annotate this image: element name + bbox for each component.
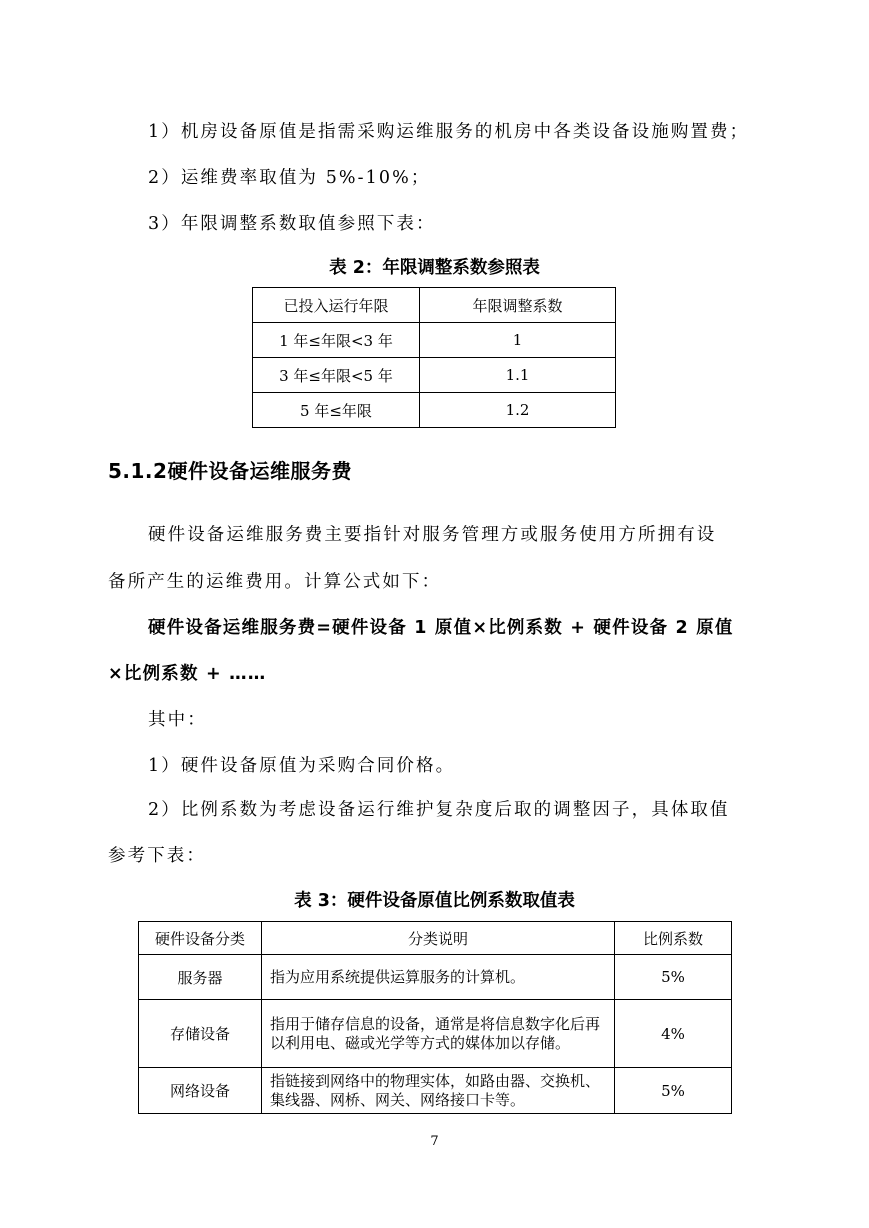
table-cell: 指链接到网络中的物理实体，如路由器、交换机、集线器、网桥、网关、网络接口卡等。 <box>262 1068 615 1114</box>
table-row <box>139 1000 732 1068</box>
section-intro-line2: 备所产生的运维费用。计算公式如下： <box>108 572 442 592</box>
table-cell: 1.2 <box>420 393 616 428</box>
table-cell: 5 年≤年限 <box>253 393 420 428</box>
table-header-row <box>253 288 616 323</box>
section-intro-line1: 硬件设备运维服务费主要指针对服务管理方或服务使用方所拥有设 <box>148 525 717 545</box>
table-row <box>253 358 616 393</box>
table-cell: 存储设备 <box>139 1000 262 1068</box>
table-row <box>253 323 616 358</box>
table-header-cell: 已投入运行年限 <box>253 288 420 323</box>
table-header-cell: 年限调整系数 <box>420 288 616 323</box>
note-coefficient-line1: 2）比例系数为考虑设备运行维护复杂度后取的调整因子，具体取值 <box>148 800 730 820</box>
paragraph-rate: 2）运维费率取值为 5%-10%； <box>148 168 431 188</box>
table-header-cell: 硬件设备分类 <box>139 922 262 955</box>
table-cell: 指为应用系统提供运算服务的计算机。 <box>262 955 615 1000</box>
table-cell: 1.1 <box>420 358 616 393</box>
formula-line2: ×比例系数 + …… <box>108 664 267 684</box>
table-cell: 服务器 <box>139 955 262 1000</box>
table-row <box>139 1068 732 1114</box>
formula-line1: 硬件设备运维服务费=硬件设备 1 原值×比例系数 + 硬件设备 2 原值 <box>148 618 734 638</box>
table-cell: 3 年≤年限<5 年 <box>253 358 420 393</box>
year-adjustment-table <box>252 287 616 428</box>
table2-caption: 表 2：年限调整系数参照表 <box>329 258 540 278</box>
note-original-value: 1）硬件设备原值为采购合同价格。 <box>148 756 456 776</box>
table-cell: 4% <box>615 1000 732 1068</box>
table-cell: 1 年≤年限<3 年 <box>253 323 420 358</box>
table-cell: 指用于储存信息的设备，通常是将信息数字化后再以利用电、磁或光学等方式的媒体加以存储。 <box>262 1000 615 1068</box>
table-header-cell: 分类说明 <box>262 922 615 955</box>
paragraph-equipment-value: 1）机房设备原值是指需采购运维服务的机房中各类设备设施购置费； <box>148 122 750 142</box>
table-cell: 5% <box>615 1068 732 1114</box>
paragraph-year-coefficient: 3）年限调整系数取值参照下表： <box>148 214 436 234</box>
table3-caption: 表 3：硬件设备原值比例系数取值表 <box>294 891 575 911</box>
page-number: 7 <box>430 1134 439 1149</box>
table-cell: 5% <box>615 955 732 1000</box>
hardware-coefficient-table <box>138 921 732 1114</box>
table-cell: 网络设备 <box>139 1068 262 1114</box>
note-coefficient-line2: 参考下表： <box>108 846 206 866</box>
table-header-row <box>139 922 732 955</box>
table-header-cell: 比例系数 <box>615 922 732 955</box>
section-heading: 5.1.2硬件设备运维服务费 <box>108 459 352 483</box>
table-cell: 1 <box>420 323 616 358</box>
table-row <box>253 393 616 428</box>
where-label: 其中： <box>148 710 207 730</box>
table-row <box>139 955 732 1000</box>
